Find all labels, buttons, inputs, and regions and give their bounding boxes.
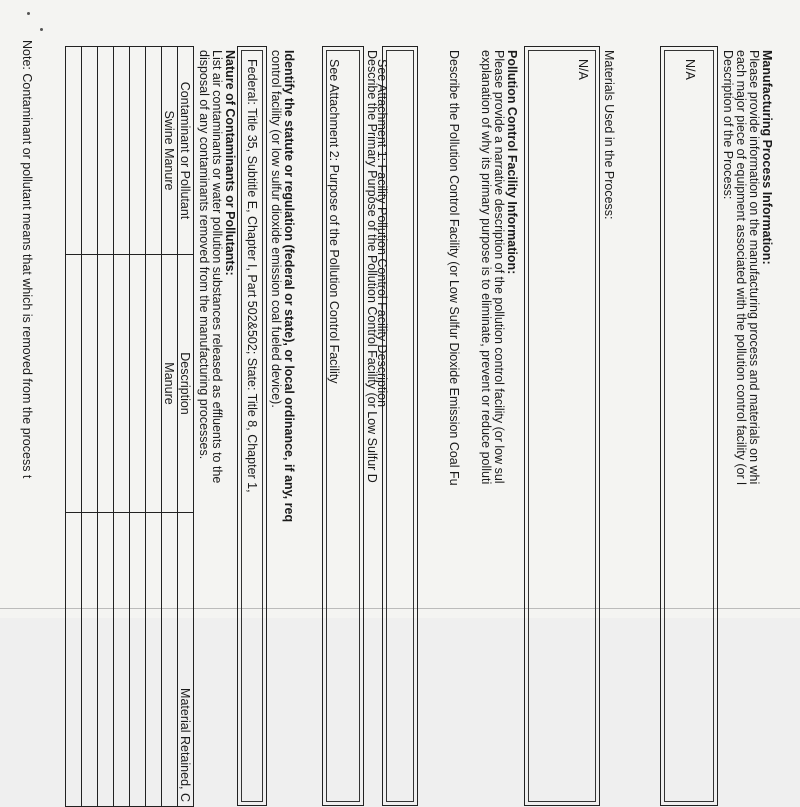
table-cell[interactable] (146, 255, 162, 513)
contaminants-instructions-line2: disposal of any contaminants removed from the manufacturing processes. (197, 50, 211, 460)
table-cell[interactable] (98, 255, 114, 513)
table-row (66, 47, 82, 807)
table-row (98, 47, 114, 807)
table-cell[interactable] (66, 513, 82, 807)
facility-description-value: See Attachment 1: Facility Pollution Control Facility Description (375, 59, 389, 408)
contaminants-heading: Nature of Contaminants or Pollutants: (223, 50, 237, 276)
statute-field[interactable] (237, 46, 267, 806)
table-row (146, 47, 162, 807)
table-cell[interactable] (114, 47, 130, 255)
materials-used-field[interactable] (524, 46, 600, 806)
pollution-control-heading: Pollution Control Facility Information: (505, 50, 519, 275)
scan-speck (27, 12, 30, 15)
scan-speck (40, 28, 43, 31)
table-cell[interactable] (146, 513, 162, 807)
table-row (162, 47, 178, 807)
header-material-retained: Material Retained, C (178, 513, 194, 807)
primary-purpose-field[interactable] (322, 46, 364, 806)
process-description-value: N/A (683, 59, 697, 80)
table-cell[interactable] (66, 47, 82, 255)
table-cell[interactable] (162, 513, 178, 807)
primary-purpose-value: See Attachment 2: Purpose of the Pollution Control Facility (327, 59, 341, 384)
table-header-row (178, 47, 194, 807)
table-cell[interactable] (130, 255, 146, 513)
facility-description-field[interactable] (375, 46, 418, 806)
contaminant-note: Note: Contaminant or pollutant means that which is removed from the process t (20, 40, 34, 479)
process-description-label: Description of the Process: (721, 50, 735, 200)
contaminants-table (65, 46, 194, 807)
materials-used-value: N/A (576, 59, 590, 80)
header-description: Description (178, 255, 194, 513)
manufacturing-instructions-line1: Please provide information on the manufacturing process and materials on whi (747, 50, 761, 485)
process-description-field[interactable] (660, 46, 718, 806)
table-cell[interactable] (130, 513, 146, 807)
table-cell[interactable] (130, 47, 146, 255)
table-cell[interactable] (82, 255, 98, 513)
pollution-control-instructions-line1: Please provide a narrative description of the pollution control facility (or low sul (492, 50, 506, 484)
table-cell[interactable]: Manure (162, 255, 178, 513)
materials-used-label: Materials Used in the Process: (602, 50, 616, 220)
contaminants-instructions-line1: List air contaminants or water pollution substances released as effluents to the (210, 50, 224, 484)
primary-purpose-label: Describe the Primary Purpose of the Pollution Control Facility (or Low Sulfur D (365, 50, 379, 483)
table-cell[interactable] (66, 255, 82, 513)
table-row (114, 47, 130, 807)
statute-instructions-line1: Identify the statute or regulation (federal or state), or local ordinance, if any, req (282, 50, 296, 523)
table-cell[interactable]: Swine Manure (162, 47, 178, 255)
table-cell[interactable] (114, 255, 130, 513)
header-contaminant: Contaminant or Pollutant (178, 47, 194, 255)
table-row (130, 47, 146, 807)
pollution-control-instructions-line2: explanation of why its primary purpose is to eliminate, prevent or reduce polluti (479, 50, 493, 485)
facility-description-label: Describe the Pollution Control Facility (or Low Sulfur Dioxide Emission Coal Fu (447, 50, 461, 486)
table-cell[interactable] (146, 47, 162, 255)
statute-instructions-line2: control facility (or low sulfur dioxide emission coal fueled device). (269, 50, 283, 408)
manufacturing-instructions-line2: each major piece of equipment associated with the pollution control facility (or l (734, 50, 748, 485)
table-cell[interactable] (98, 513, 114, 807)
table-cell[interactable] (82, 513, 98, 807)
manufacturing-heading: Manufacturing Process Information: (760, 50, 774, 265)
table-row (82, 47, 98, 807)
statute-value: Federal: Title 35, Subtitle E, Chapter I, Part 502&502; State: Title 8, Chapter 1, (245, 59, 259, 493)
table-cell[interactable] (114, 513, 130, 807)
table-cell[interactable] (82, 47, 98, 255)
table-cell[interactable] (98, 47, 114, 255)
